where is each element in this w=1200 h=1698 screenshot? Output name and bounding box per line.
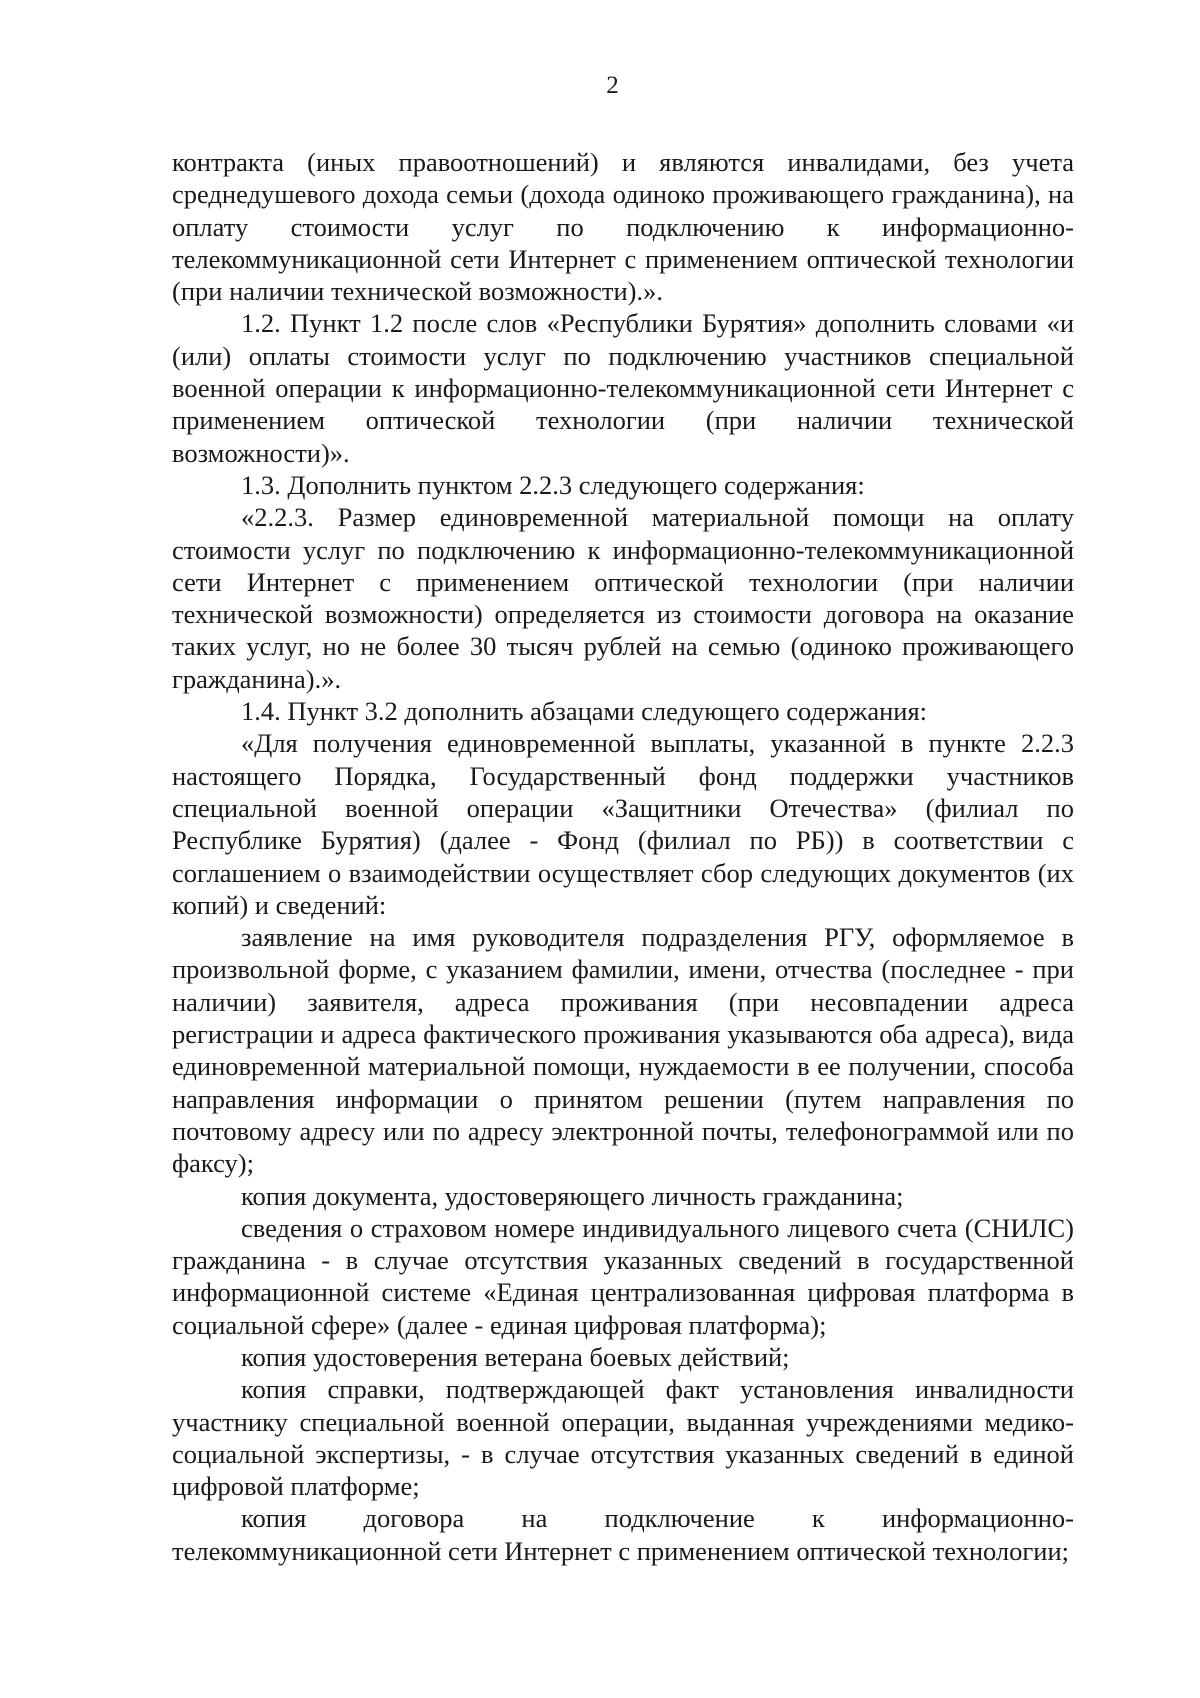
paragraph-veteran-certificate: копия удостоверения ветерана боевых действий; [241,1341,790,1372]
paragraph-item-1-2: 1.2. Пункт 1.2 после слов «Республики Бурятия» дополнить словами «и (или) оплаты стоимости услуг по подключению участников специальной военной операции к информационно-телекоммуникационной сети Интернет с применением оптической технологии (при наличии технической возможности)». [172,308,1074,468]
page-number: 2 [606,72,619,99]
paragraph-application: заявление на имя руководителя подразделения РГУ, оформляемое в произвольной форме, с указанием фамилии, имени, отчества (последнее - при наличии) заявителя, адреса проживания (при несовпадении адреса регистрации и адреса фактического проживания указываются оба адреса), вида единовременной материальной помощи, нуждаемости в ее получении, способа направления информации о принятом решении (путем направления по почтовому адресу или по адресу электронной почты, телефонограммой или по факсу); [172,922,1074,1179]
paragraph-disability-certificate: копия справки, подтверждающей факт установления инвалидности участнику специальной военной операции, выданная учреждениями медико-социальной экспертизы, - в случае отсутствия указанных сведений в единой цифровой платформе; [172,1374,1074,1502]
paragraph-id-copy: копия документа, удостоверяющего личность гражданина; [241,1180,904,1211]
paragraph-item-1-4: 1.4. Пункт 3.2 дополнить абзацами следующего содержания: [241,696,928,727]
paragraph-contract-copy: копия договора на подключение к информационно-телекоммуникационной сети Интернет с применением оптической технологии; [172,1503,1074,1566]
paragraph-payment-intro: «Для получения единовременной выплаты, указанной в пункте 2.2.3 настоящего Порядка, Государственный фонд поддержки участников специальной военной операции «Защитники Отечества» (филиал по Республике Бурятия) (далее - Фонд (филиал по РБ)) в соответствии с соглашением о взаимодействии осуществляет сбор следующих документов (их копий) и сведений: [172,728,1074,920]
document-body [172,146,1074,1567]
paragraph-item-1-3: 1.3. Дополнить пунктом 2.2.3 следующего содержания: [241,469,865,500]
paragraph-continuation: контракта (иных правоотношений) и являются инвалидами, без учета среднедушевого дохода семьи (дохода одиноко проживающего гражданина), на оплату стоимости услуг по подключению к информационно-телекоммуникационной сети Интернет с применением оптической технологии (при наличии технической возможности).». [172,147,1074,307]
paragraph-snils: сведения о страховом номере индивидуального лицевого счета (СНИЛС) гражданина - в случае отсутствия указанных сведений в государственной информационной системе «Единая централизованная цифровая платформа в социальной сфере» (далее - единая цифровая платформа); [172,1212,1074,1340]
paragraph-item-2-2-3: «2.2.3. Размер единовременной материальной помощи на оплату стоимости услуг по подключению к информационно-телекоммуникационной сети Интернет с применением оптической технологии (при наличии технической возможности) определяется из стоимости договора на оказание таких услуг, но не более 30 тысяч рублей на семью (одиноко проживающего гражданина).». [172,502,1074,694]
